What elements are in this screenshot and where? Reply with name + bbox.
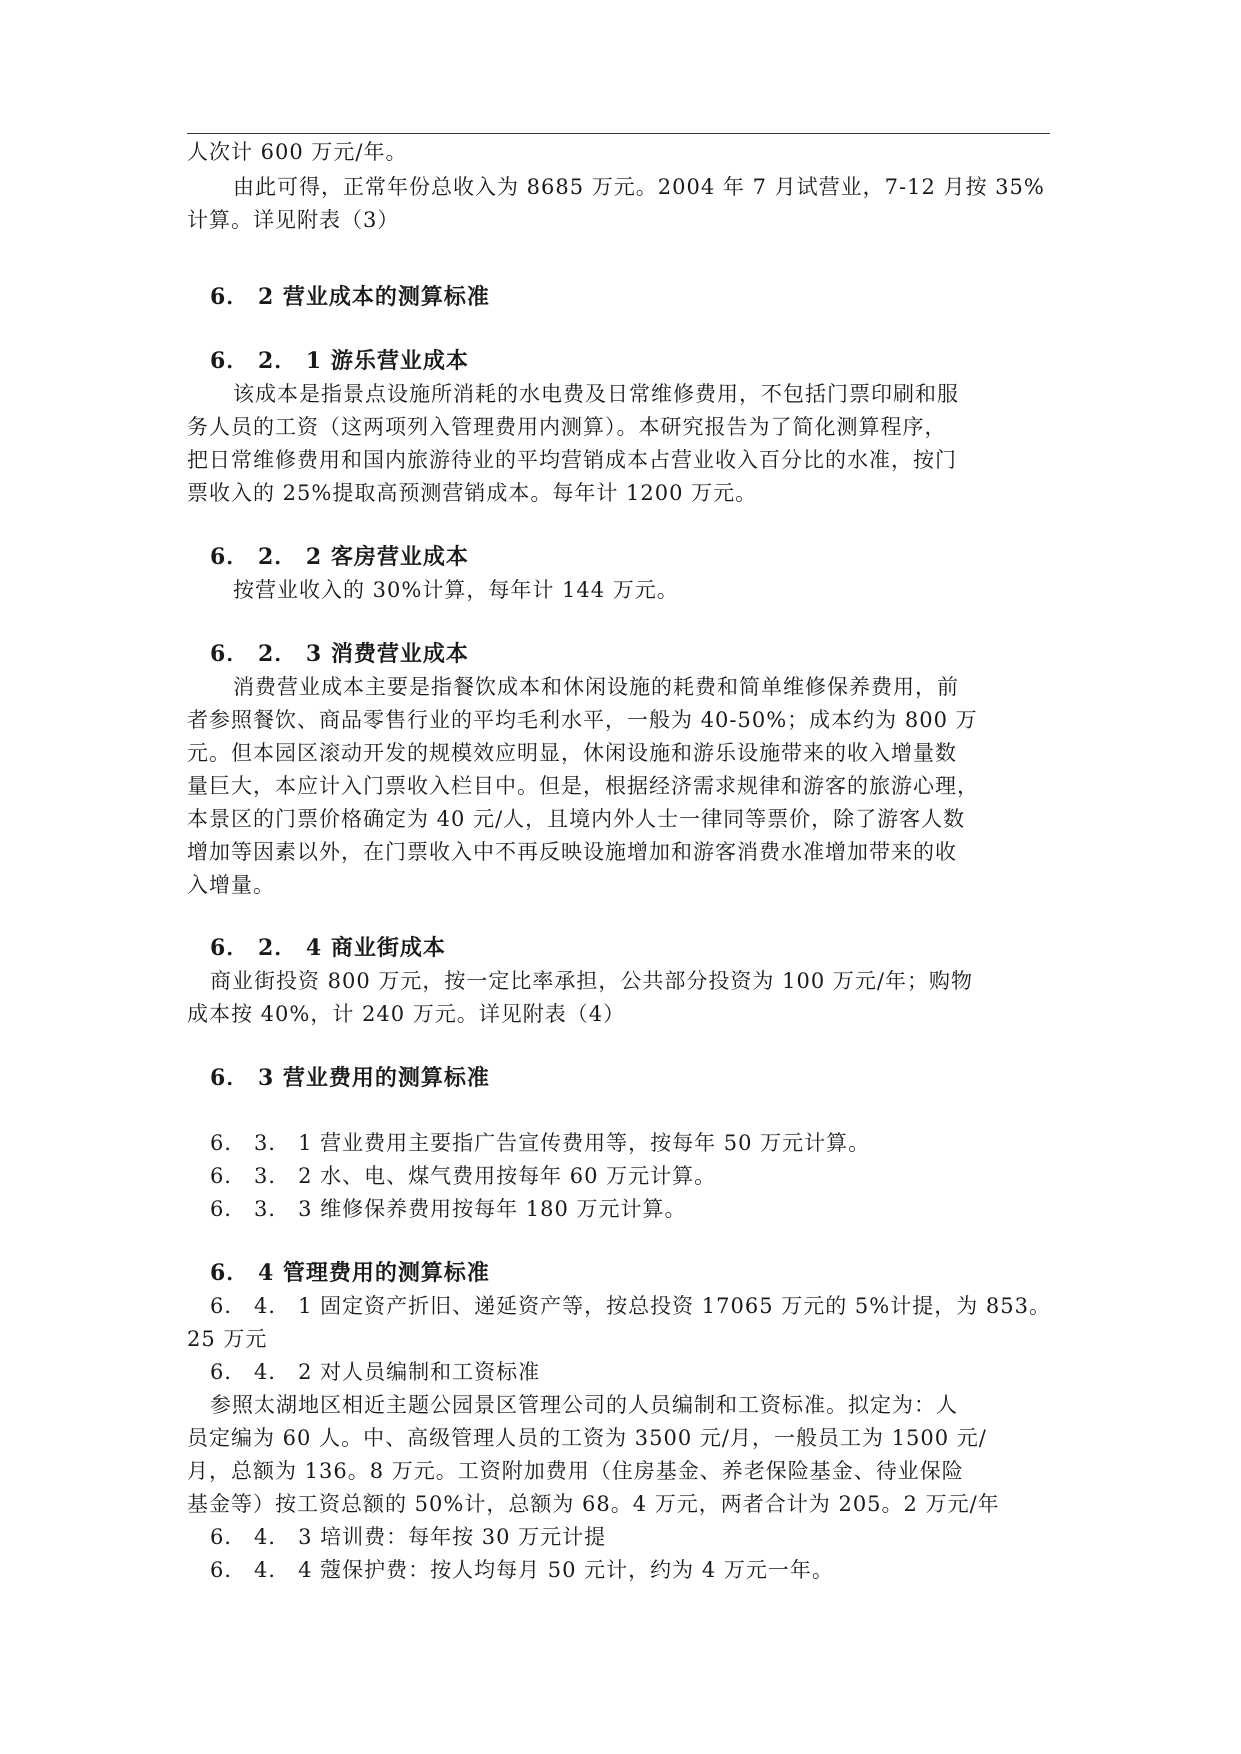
list-item: 6． 3． 3 维修保养费用按每年 180 万元计算。: [210, 1197, 687, 1221]
paragraph-line: 本景区的门票价格确定为 40 元/人，且境内外人士一律同等票价，除了游客人数: [187, 807, 966, 831]
paragraph-line: 基金等）按工资总额的 50%计，总额为 68。4 万元，两者合计为 205。2 万元/年: [187, 1492, 1000, 1516]
paragraph-line: 由此可得，正常年份总收入为 8685 万元。2004 年 7 月试营业，7-12 月按 35%: [233, 175, 1045, 199]
paragraph-line: 者参照餐饮、商品零售行业的平均毛利水平，一般为 40-50%；成本约为 800 万: [187, 708, 978, 732]
paragraph-line: 把日常维修费用和国内旅游待业的平均营销成本占营业收入百分比的水准，按门: [187, 448, 957, 472]
paragraph-line: 消费营业成本主要是指餐饮成本和休闲设施的耗费和简单维修保养费用，前: [233, 675, 959, 699]
header-rule: [187, 133, 1050, 134]
paragraph-line: 月，总额为 136。8 万元。工资附加费用（住房基金、养老保险基金、待业保险: [187, 1459, 964, 1483]
paragraph-line: 量巨大，本应计入门票收入栏目中。但是，根据经济需求规律和游客的旅游心理，: [187, 774, 979, 798]
paragraph-line: 务人员的工资（这两项列入管理费用内测算）。本研究报告为了简化测算程序，: [187, 415, 947, 439]
list-item: 6． 4． 4 蔻保护费：按人均每月 50 元计，约为 4 万元一年。: [210, 1558, 834, 1582]
section-heading: 6． 4 管理费用的测算标准: [210, 1260, 490, 1286]
subsection-heading: 6． 2． 4 商业街成本: [210, 935, 446, 961]
list-item: 6． 3． 1 营业费用主要指广告宣传费用等，按每年 50 万元计算。: [210, 1131, 871, 1155]
paragraph-line: 成本按 40%，计 240 万元。详见附表（4）: [187, 1002, 626, 1026]
paragraph-line: 商业街投资 800 万元，按一定比率承担，公共部分投资为 100 万元/年；购物: [210, 969, 973, 993]
list-item: 6． 3． 2 水、电、煤气费用按每年 60 万元计算。: [210, 1164, 717, 1188]
paragraph-line: 参照太湖地区相近主题公园景区管理公司的人员编制和工资标准。拟定为：人: [210, 1393, 958, 1417]
paragraph-line: 该成本是指景点设施所消耗的水电费及日常维修费用，不包括门票印刷和服: [233, 382, 959, 406]
paragraph-line: 25 万元: [187, 1327, 268, 1351]
paragraph-line: 元。但本园区滚动开发的规模效应明显，休闲设施和游乐设施带来的收入增量数: [187, 741, 957, 765]
subsection-heading: 6． 2． 3 消费营业成本: [210, 641, 469, 667]
list-item: 6． 4． 2 对人员编制和工资标准: [210, 1360, 541, 1384]
paragraph-line: 增加等因素以外，在门票收入中不再反映设施增加和游客消费水准增加带来的收: [187, 840, 957, 864]
subsection-heading: 6． 2． 2 客房营业成本: [210, 544, 469, 570]
paragraph-line: 票收入的 25%提取高预测营销成本。每年计 1200 万元。: [187, 481, 758, 505]
subsection-heading: 6． 2． 1 游乐营业成本: [210, 348, 469, 374]
section-heading: 6． 2 营业成本的测算标准: [210, 284, 490, 310]
paragraph-line: 入增量。: [187, 873, 275, 897]
paragraph-line: 员定编为 60 人。中、高级管理人员的工资为 3500 元/月，一般员工为 1500 元/: [187, 1426, 987, 1450]
list-item: 6． 4． 1 固定资产折旧、递延资产等，按总投资 17065 万元的 5%计提，为 853。: [210, 1294, 1052, 1318]
paragraph-line: 人次计 600 万元/年。: [187, 140, 408, 164]
paragraph-line: 计算。详见附表（3）: [187, 208, 400, 232]
list-item: 6． 4． 3 培训费：每年按 30 万元计提: [210, 1525, 607, 1549]
section-heading: 6． 3 营业费用的测算标准: [210, 1065, 490, 1091]
paragraph-line: 按营业收入的 30%计算，每年计 144 万元。: [233, 578, 679, 602]
